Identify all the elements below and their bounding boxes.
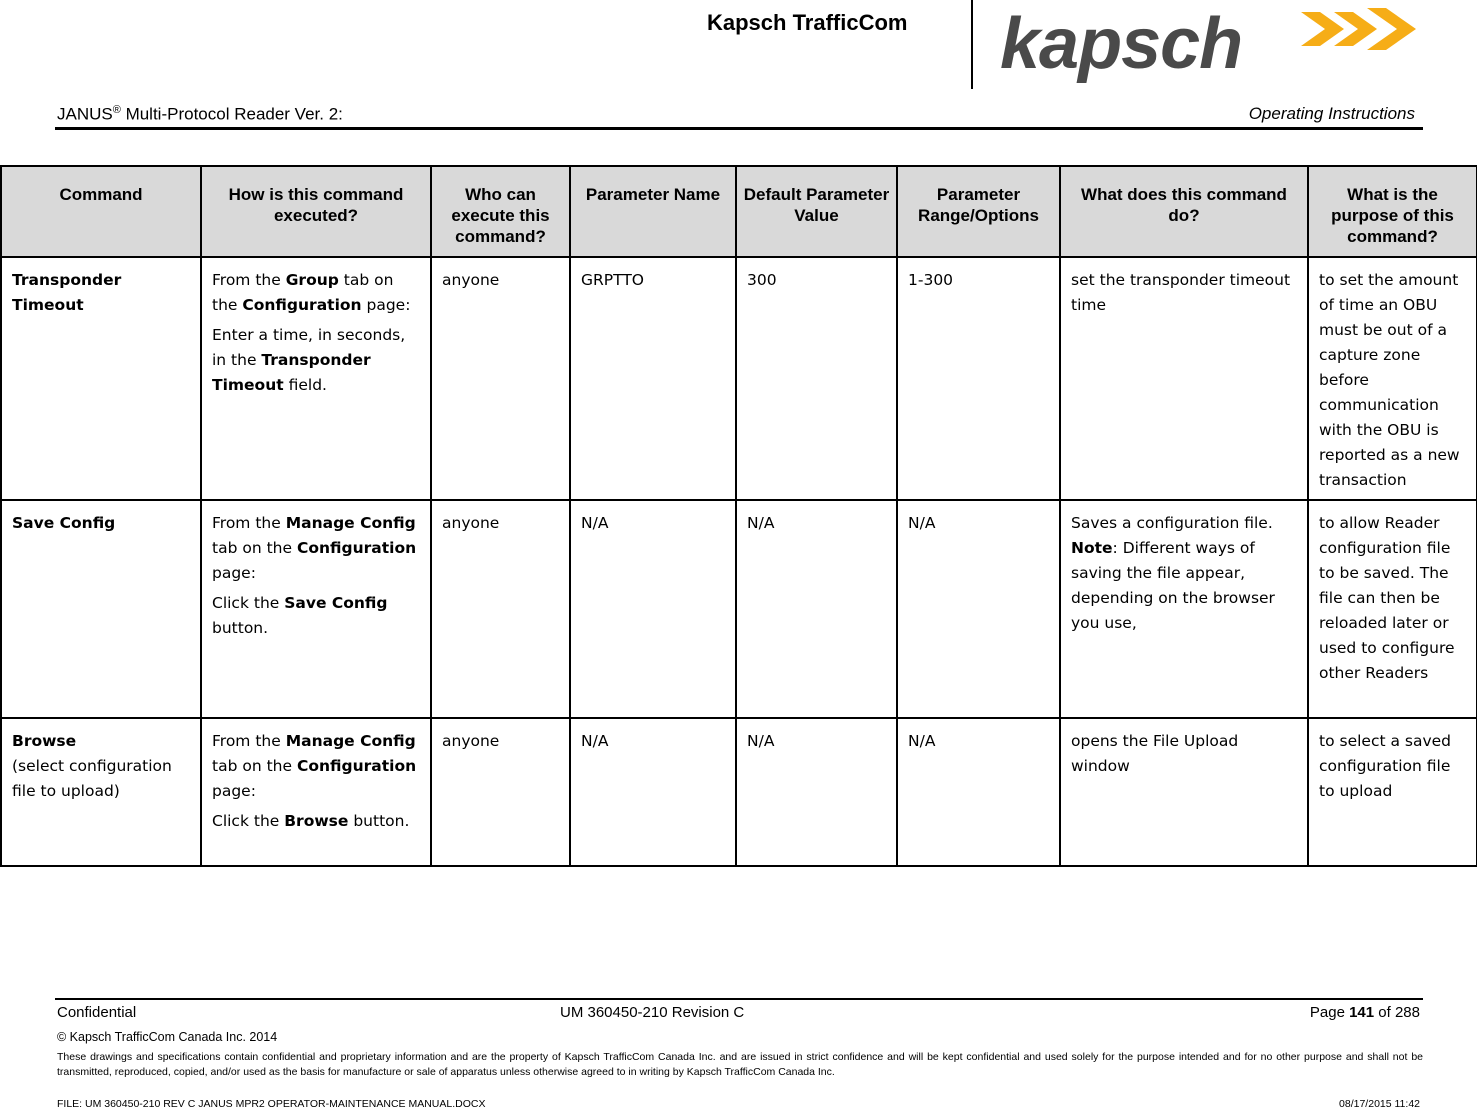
table-row [1, 500, 1477, 718]
cell-command: Transponder Timeout [1, 257, 201, 500]
cell-who: anyone [431, 718, 570, 866]
kapsch-logo-text: kapsch [1000, 4, 1243, 84]
footer-date: 08/17/2015 11:42 [1339, 1098, 1420, 1110]
footer-file-name: FILE: UM 360450-210 REV C JANUS MPR2 OPERATOR-MAINTENANCE MANUAL.DOCX [57, 1098, 486, 1110]
footer-legal-notice: These drawings and specifications contain confidential and proprietary information and are the property of Kapsch TrafficCom Canada Inc. and are issued in strict confidence and will be kept confidential and used solely for the purpose intended and for no other purpose and shall not be transmitted, reproduced, copied, and/or used as the basis for manufacture or sale of apparatus unless otherwise agreed to in writing by Kapsch TrafficCom Canada Inc. [57, 1051, 1423, 1078]
footer-rule [55, 998, 1423, 1000]
table-row [1, 257, 1477, 500]
footer-doc-number: UM 360450-210 Revision C [560, 1004, 745, 1021]
cell-purpose: to set the amount of time an OBU must be out of a capture zone before communication with the OBU is reported as a new transaction [1308, 257, 1477, 500]
logo-chevrons [1301, 8, 1416, 50]
footer-copyright: © Kapsch TrafficCom Canada Inc. 2014 [57, 1030, 278, 1044]
company-name: Kapsch TrafficCom [707, 10, 908, 35]
header-who: Who can execute this command? [431, 166, 570, 257]
cell-parameter-name: GRPTTO [570, 257, 736, 500]
header-purpose: What is the purpose of this command? [1308, 166, 1477, 257]
command-table [0, 165, 1477, 867]
header-default-value: Default Parameter Value [736, 166, 897, 257]
header-range: Parameter Range/Options [897, 166, 1060, 257]
logo-divider [971, 0, 973, 89]
cell-parameter-name: N/A [570, 500, 736, 718]
cell-how: From the Manage Config tab on the Configuration page: Click the Save Config button. [201, 500, 431, 718]
cell-how: From the Group tab on the Configuration page: Enter a time, in seconds, in the Transponder Timeout field. [201, 257, 431, 500]
cell-range: N/A [897, 718, 1060, 866]
cell-purpose: to allow Reader configuration file to be saved. The file can then be reloaded later or used to configure other Readers [1308, 500, 1477, 718]
header-command: Command [1, 166, 201, 257]
cell-default-value: N/A [736, 718, 897, 866]
table-row [1, 718, 1477, 866]
cell-purpose: to select a saved configuration file to upload [1308, 718, 1477, 866]
kapsch-logo [998, 4, 1422, 86]
footer-page-number: Page 141 of 288 [1309, 1004, 1420, 1021]
footer-confidential: Confidential [57, 1004, 137, 1021]
cell-what: Saves a configuration file. Note: Different ways of saving the file appear, depending on the browser you use, [1060, 500, 1308, 718]
document-title: JANUS® Multi-Protocol Reader Ver. 2: [57, 104, 343, 124]
header-what: What does this command do? [1060, 166, 1308, 257]
cell-parameter-name: N/A [570, 718, 736, 866]
cell-what: opens the File Upload window [1060, 718, 1308, 866]
header-parameter-name: Parameter Name [570, 166, 736, 257]
cell-range: N/A [897, 500, 1060, 718]
cell-range: 1-300 [897, 257, 1060, 500]
header-rule [55, 127, 1423, 130]
cell-what: set the transponder timeout time [1060, 257, 1308, 500]
cell-command: Browse (select configuration file to upload) [1, 718, 201, 866]
cell-default-value: N/A [736, 500, 897, 718]
table-header-row [1, 166, 1477, 257]
cell-command: Save Config [1, 500, 201, 718]
cell-how: From the Manage Config tab on the Configuration page: Click the Browse button. [201, 718, 431, 866]
cell-default-value: 300 [736, 257, 897, 500]
cell-who: anyone [431, 500, 570, 718]
header-how: How is this command executed? [201, 166, 431, 257]
cell-who: anyone [431, 257, 570, 500]
document-subtitle: Operating Instructions [1248, 104, 1415, 123]
